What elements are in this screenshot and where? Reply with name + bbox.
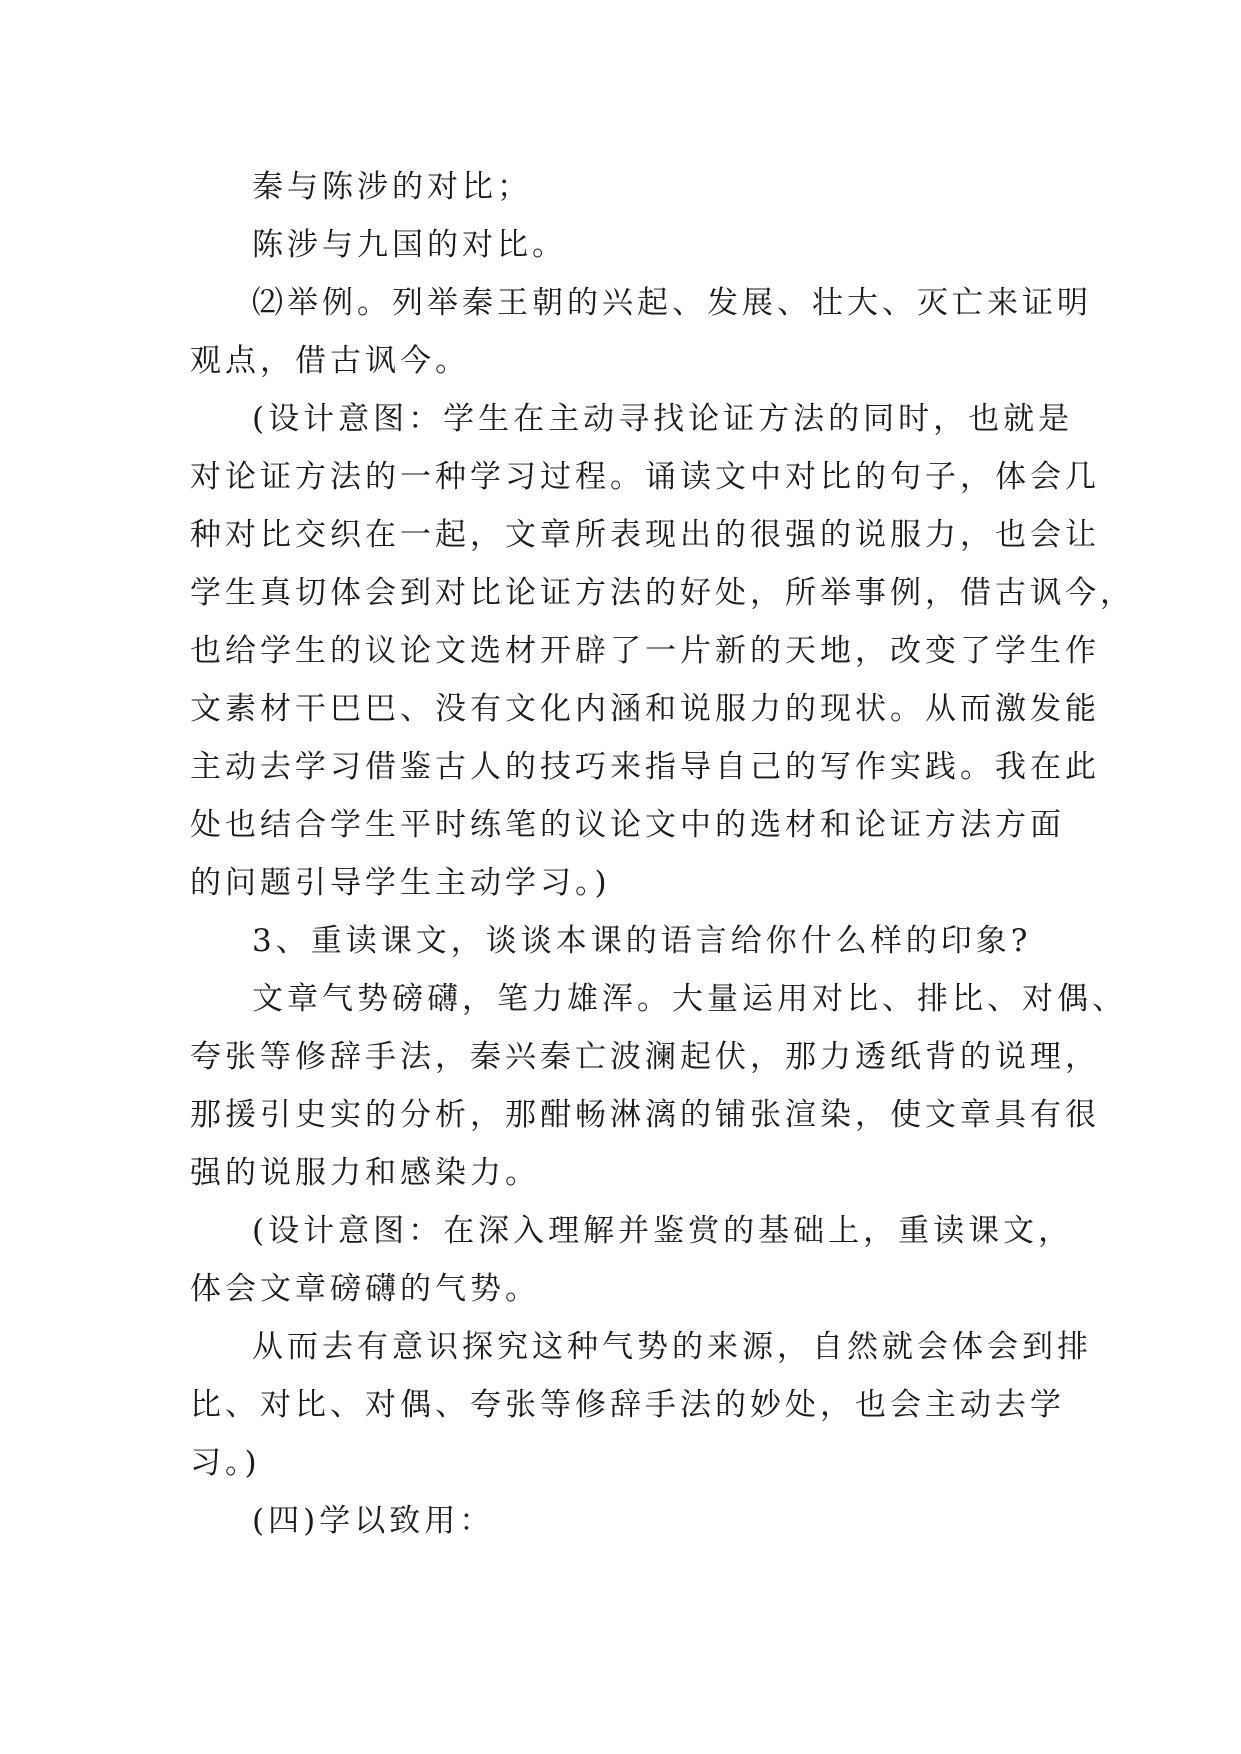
line-text: 观点，借古讽今。 [190,343,470,379]
body-text [190,158,1135,1550]
text-line [190,332,1058,390]
text-line [190,274,1092,332]
text-line [190,1376,1065,1434]
text-line [190,1260,1058,1318]
line-text: 处也结合学生平时练笔的议论文中的选材和论证方法方面 [190,807,1065,843]
text-line [190,1434,1058,1492]
text-line [190,854,1058,912]
line-text: 种对比交织在一起，文章所表现出的很强的说服力，也会让 [190,517,1100,553]
text-line [190,1202,1074,1260]
text-line [190,1318,1092,1376]
text-line [190,158,1058,216]
line-text: 学生真切体会到对比论证方法的好处，所举事例，借古讽今， [190,575,1135,611]
line-text: 3、重读课文，谈谈本课的语言给你什么样的印象? [252,923,1032,959]
text-line [190,390,1074,448]
line-text: (设计意图：在深入理解并鉴赏的基础上，重读课文， [252,1213,1074,1249]
line-text: 体会文章磅礴的气势。 [190,1271,540,1307]
text-line [190,506,1100,564]
line-text: 主动去学习借鉴古人的技巧来指导自己的写作实践。我在此 [190,749,1100,785]
text-line [190,1492,1058,1550]
text-line [190,738,1100,796]
line-text: 秦与陈涉的对比； [252,169,532,205]
line-text: 的问题引导学生主动学习。) [190,865,611,901]
text-line [190,912,1058,970]
text-line [190,564,1135,622]
text-line [190,448,1100,506]
line-text: 也给学生的议论文选材开辟了一片新的天地，改变了学生作 [190,633,1100,669]
line-text: 文章气势磅礴，笔力雄浑。大量运用对比、排比、对偶、 [252,981,1127,1017]
line-text: 习。) [190,1445,261,1481]
text-line [190,970,1127,1028]
line-text: ⑵举例。列举秦王朝的兴起、发展、壮大、灭亡来证明 [252,285,1092,321]
line-text: 夸张等修辞手法，秦兴秦亡波澜起伏，那力透纸背的说理， [190,1039,1100,1075]
line-text: 从而去有意识探究这种气势的来源，自然就会体会到排 [252,1329,1092,1365]
line-text: 强的说服力和感染力。 [190,1155,540,1191]
line-text: 文素材干巴巴、没有文化内涵和说服力的现状。从而激发能 [190,691,1100,727]
line-text: 陈涉与九国的对比。 [252,227,567,263]
text-line [190,216,1058,274]
text-line [190,680,1100,738]
text-line [190,1144,1058,1202]
line-text: (设计意图：学生在主动寻找论证方法的同时，也就是 [252,401,1074,437]
line-text: 那援引史实的分析，那酣畅淋漓的铺张渲染，使文章具有很 [190,1097,1100,1133]
text-line [190,1028,1100,1086]
line-text: (四)学以致用： [252,1503,495,1539]
line-text: 比、对比、对偶、夸张等修辞手法的妙处，也会主动去学 [190,1387,1065,1423]
text-line [190,622,1100,680]
text-line [190,796,1065,854]
text-line [190,1086,1100,1144]
line-text: 对论证方法的一种学习过程。诵读文中对比的句子，体会几 [190,459,1100,495]
